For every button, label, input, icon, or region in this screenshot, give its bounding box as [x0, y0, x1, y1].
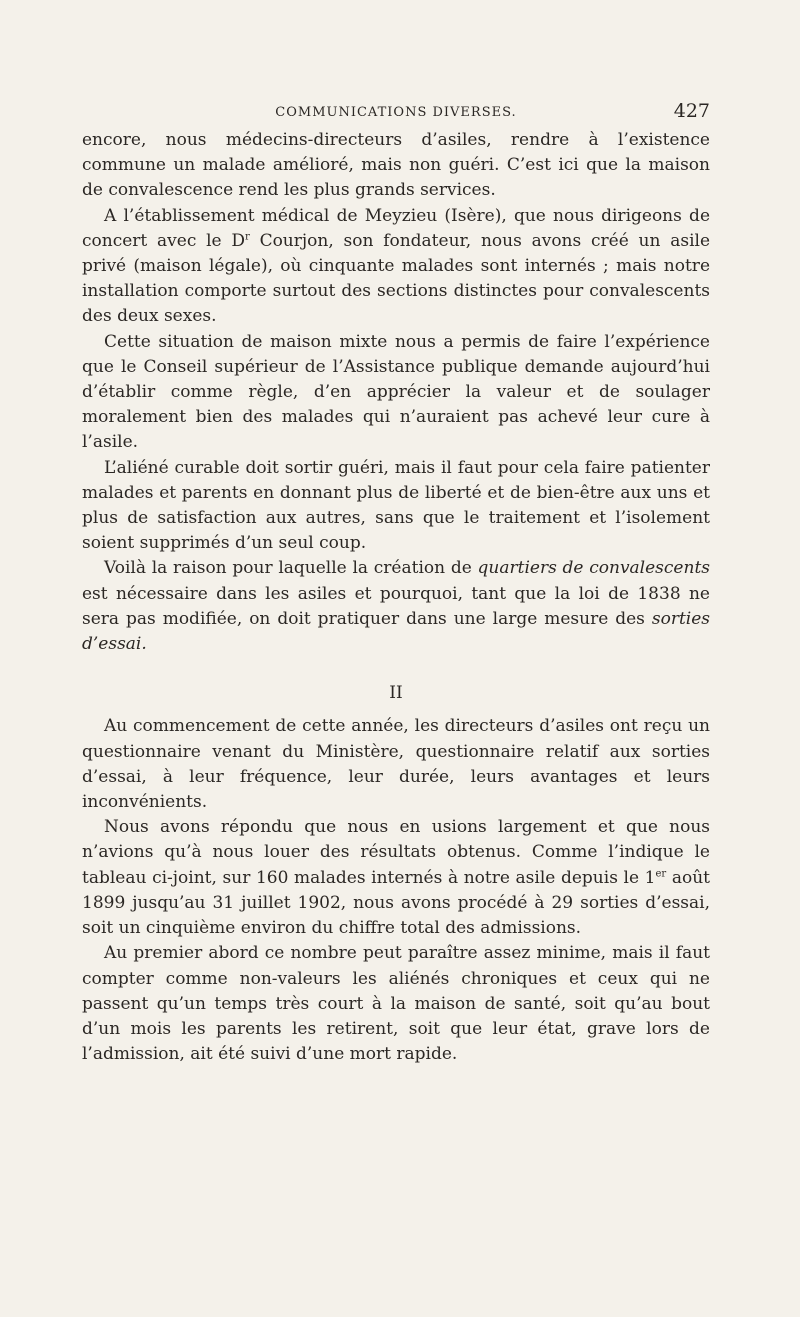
- paragraph-2-text-a: A l’établissement médical de Meyzieu (Isère), que nous dirigeons de concert avec le D: [82, 205, 710, 251]
- paragraph-2: [82, 204, 710, 330]
- paragraph-3-text: Cette situation de maison mixte nous a permis de faire l’expérience que le Conseil supérieur de l’Assistance publique demande aujourd’hui d’établir comme règle, d’en apprécier la valeur et de soulager moralement bien des malades qui n’auraient pas achevé leur cure à l’asile.: [82, 331, 710, 453]
- paragraph-5-emphasis: quartiers de convalescents: [477, 558, 710, 579]
- running-head: [82, 100, 710, 124]
- paragraph-6: [82, 714, 710, 815]
- paragraph-4-text: L’aliéné curable doit sortir guéri, mais il faut pour cela faire patienter malades et parents en donnant plus de liberté et de bien-être aux uns et plus de satisfaction aux autres, sans que le traitement et l’isolement soient supprimés d’un seul coup.: [82, 457, 710, 554]
- paragraph-8: [82, 941, 710, 1067]
- paragraph-5: [82, 556, 710, 657]
- paragraph-3: [82, 330, 710, 456]
- paragraph-1-text: encore, nous médecins-directeurs d’asiles, rendre à l’existence commune un malade amélioré, mais non guéri. C’est ici que la maison de convalescence rend les plus grands services.: [82, 130, 710, 201]
- paragraph-2-text-b: Courjon, son fondateur, nous avons créé un asile privé (maison légale), où cinquante malades sont internés ; mais notre installation comporte surtout des sections distinctes pour convalescents des deux sexes.: [82, 230, 711, 327]
- paragraph-7-text-b: août 1899 jusqu’au 31 juillet 1902, nous avons procédé à 29 sorties d’essai, soit un cinquième environ du chiffre total des admissions.: [82, 867, 710, 939]
- paragraph-5-emphasis-2: sorties d’essai.: [82, 608, 710, 655]
- paragraph-5-text-a: Voilà la raison pour laquelle la création de: [104, 558, 478, 579]
- paragraph-4: [82, 456, 710, 557]
- running-title: COMMUNICATIONS DIVERSES.: [275, 105, 517, 120]
- paragraph-8-text: Au premier abord ce nombre peut paraître assez minime, mais il faut compter comme non-valeurs les aliénés chroniques et ceux qui ne passent qu’un temps très court à la maison de santé, soit qu’au bout d’un mois les parents les retirent, soit que leur état, grave lors de l’admission, ait été suivi d’une mort rapide.: [82, 943, 710, 1065]
- paragraph-6-text: Au commencement de cette année, les directeurs d’asiles ont reçu un questionnaire venant du Ministère, questionnaire relatif aux sorties d’essai, à leur fréquence, leur durée, leurs avantages et leurs inconvénients.: [82, 716, 710, 813]
- section-heading: II: [389, 683, 403, 704]
- paragraph-1: [82, 128, 710, 204]
- body-text: [82, 128, 710, 1067]
- paragraph-5-text-b: est nécessaire dans les asiles et pourquoi, tant que la loi de 1838 ne sera pas modifiée, on doit pratiquer dans une large mesure des: [82, 583, 710, 629]
- page-number: 427: [673, 100, 710, 122]
- paragraph-7-text-a: Nous avons répondu que nous en usions largement et que nous n’avions qu’à nous louer des résultats obtenus. Comme l’indique le tableau ci-joint, sur 160 malades internés à notre asile depuis le 1: [82, 817, 710, 888]
- paragraph-7-superscript: er: [655, 868, 667, 880]
- paragraph-2-superscript: r: [245, 231, 250, 243]
- paragraph-7: [82, 815, 710, 941]
